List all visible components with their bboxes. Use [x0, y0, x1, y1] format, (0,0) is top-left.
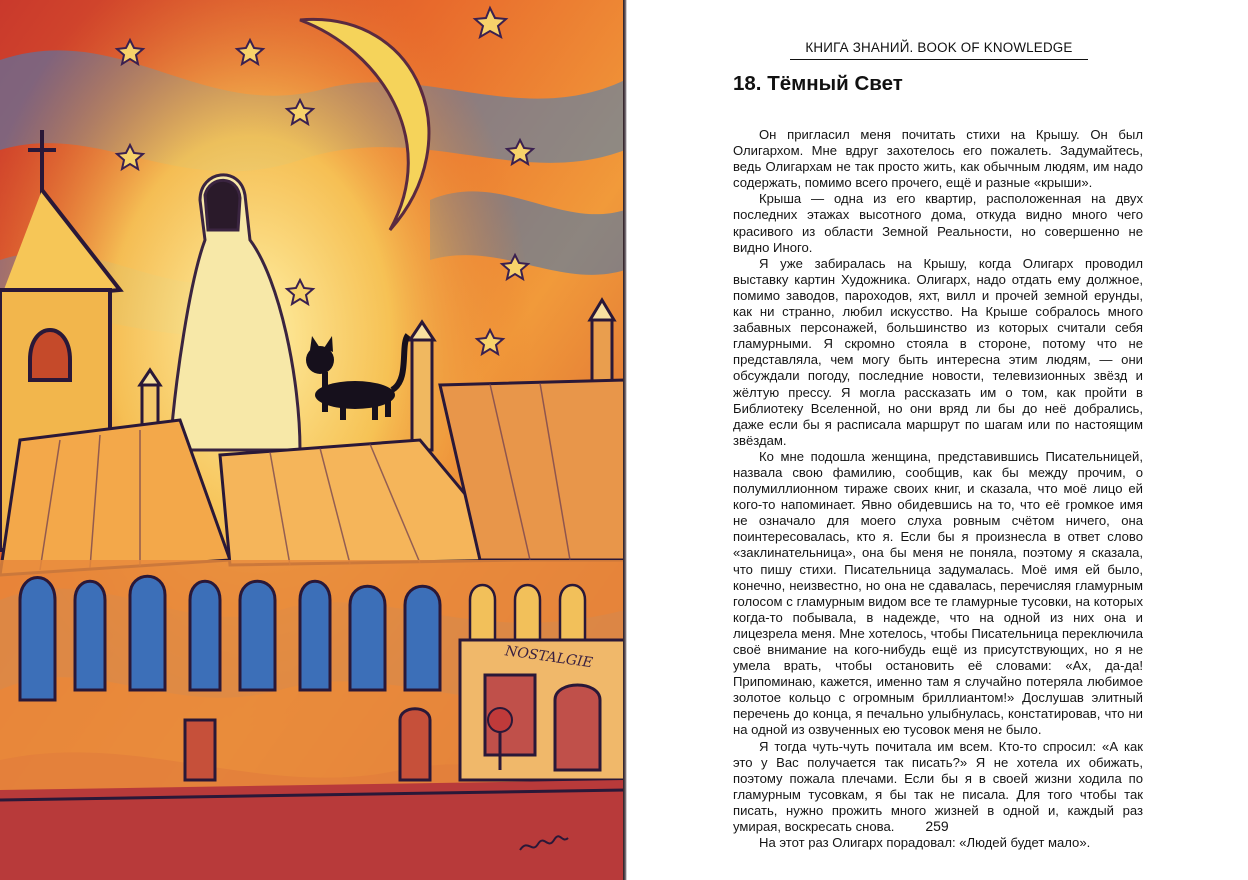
paragraph: Он пригласил меня почитать стихи на Крышу. Он был Олигархом. Мне вдруг захотелось его пожалеть. Задумайтесь, ведь Олигархам не так просто жить, как обычным людям, им надо содержать, помимо всего прочего, ещё и разные «крыши». — [733, 127, 1143, 191]
chapter-title: 18. Тёмный Свет — [733, 72, 903, 95]
text-page — [627, 0, 1248, 880]
painting-sign-text: NOSTALGIE — [504, 643, 594, 672]
running-head: КНИГА ЗНАНИЙ. BOOK OF KNOWLEDGE — [790, 40, 1088, 60]
paragraph: Я тогда чуть-чуть почитала им всем. Кто-то спросил: «А как это у Вас получается так писать?» Я не хотела их обижать, поэтому пожала плечами. Если бы я в своей жизни ходила по гламурным тусовкам, я бы так не писала. Для того чтобы так писать, нужно прожить много жизней в одной и, каждый раз умирая, воскресать снова. — [733, 738, 1143, 835]
paragraph: Ко мне подошла женщина, представившись Писательницей, назвала свою фамилию, сообщив, как бы между прочим, о полумиллионном тираже своих книг, и сказала, что моё лицо ей кого-то напоминает. Явно обидевшись на то, что её громкое имя не означало для моего слуха ровным счётом ничего, она поинтересовалась, кто я. Если бы я произнесла в ответ слово «заклинательница», она бы меня не поняла, поэтому я сказала, что пишу стихи. Писательница задумалась. Моё имя ей было, конечно, неизвестно, но она не сдавалась, перечисляя гламурным голосом с гламурным видом все те гламурные тусовки, на которых когда-то побывала, в надежде, что на одной из них она и лицезрела меня. Мне хотелось, чтобы Писательница переключила своё внимание на кого-нибудь ещё из присутствующих, но я не умела врать, чтобы остановить её словами: «Ах, да-да! Припоминаю, кажется, именно там я случайно потеряла любимое золотое кольцо с огромным бриллиантом!» Дослушав элитный перечень до конца, я печально улыбнулась, констатировав, что ни на одной из озвученных ею тусовок меня не было. — [733, 448, 1143, 738]
paragraph: На этот раз Олигарх порадовал: «Людей будет мало». — [759, 835, 1091, 851]
page-number: 259 — [925, 818, 949, 834]
paragraph: Крыша — одна из его квартир, расположенная на двух последних этажах высотного дома, откуда видно много чего красивого из области Земной Реальности, но совершенно не видно Иного. — [733, 191, 1143, 255]
chapter-body — [733, 127, 1143, 851]
paragraph: Я уже забиралась на Крышу, когда Олигарх проводил выставку картин Художника. Олигарх, надо отдать ему должное, помимо заводов, пароходов, яхт, вилл и прочей земной ерунды, как ни странно, любил искусство. На Крыше собралось много забавных персонажей, большинство из которых считали себя гламурными. Я скромно стояла в стороне, потому что не представляла, чем могу быть интересна этим людям, — они обсуждали погоду, последние новости, телевизионных звёзд и жёлтую прессу. Я могла рассказать им о том, как пройти в Библиотеку Вселенной, но они вряд ли бы до неё добрались, даже если бы я расписала маршрут по шагам или по настоящим звёздам. — [733, 255, 1143, 448]
